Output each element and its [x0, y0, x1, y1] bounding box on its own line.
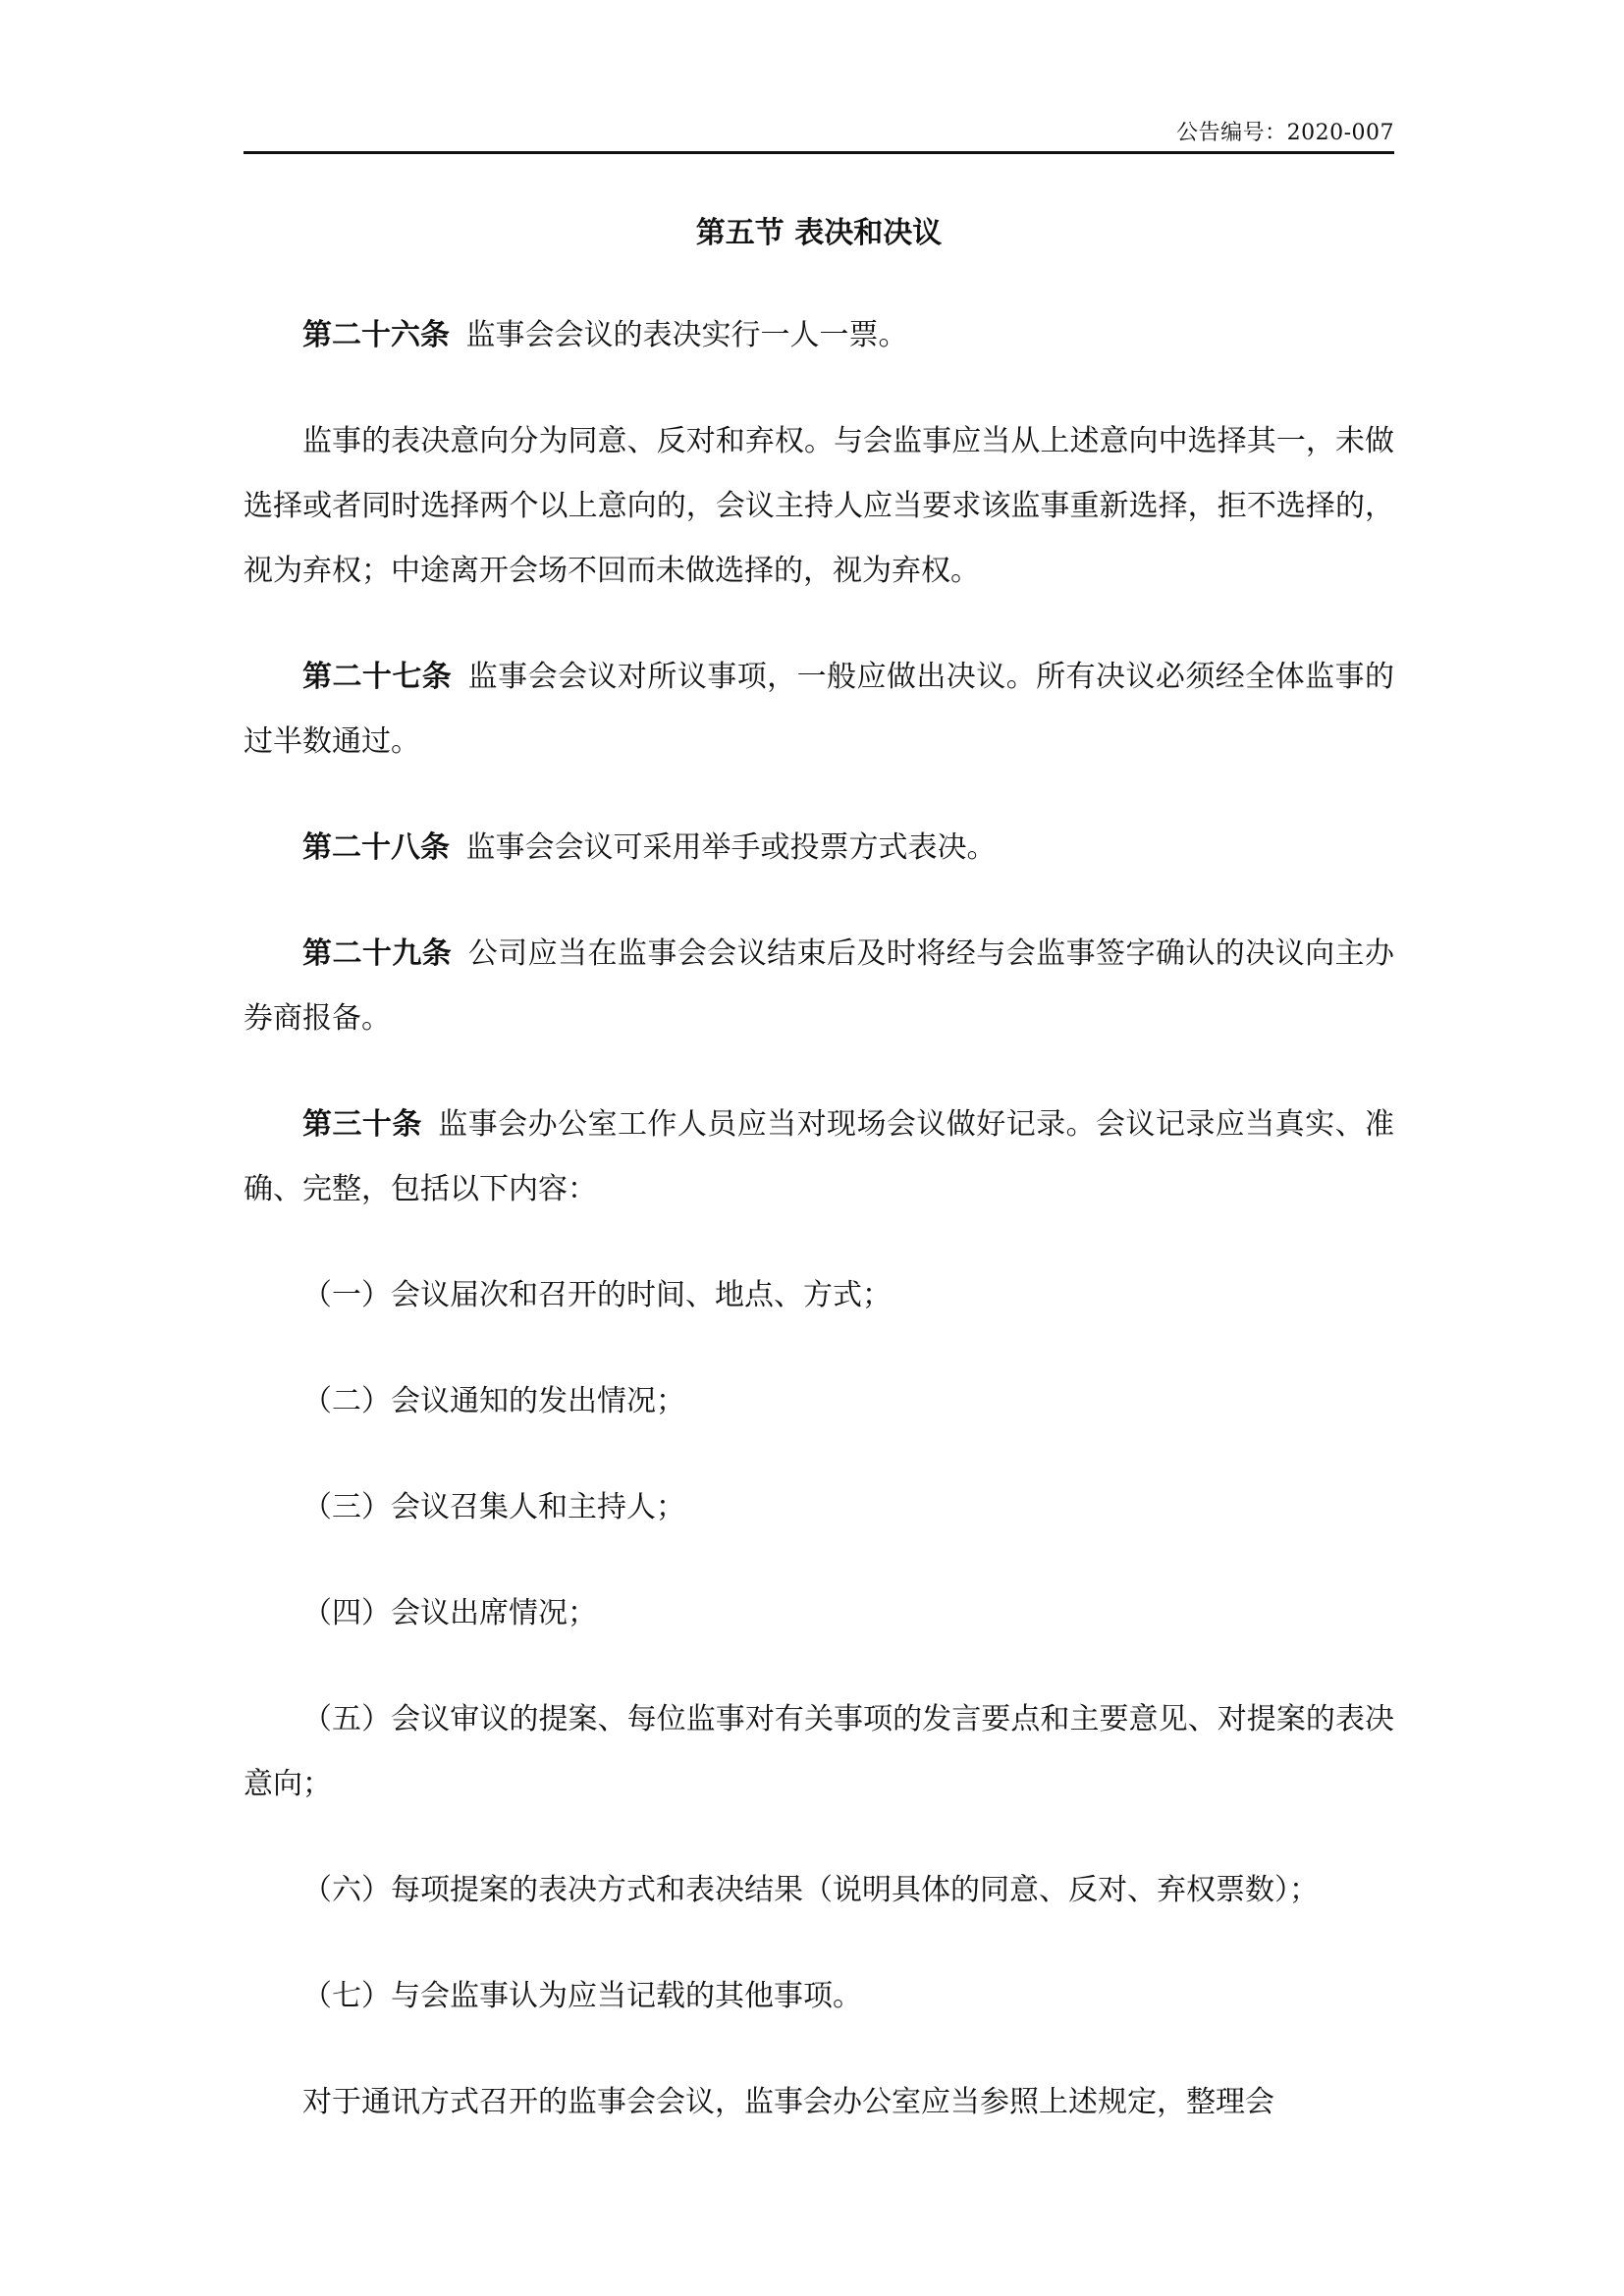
- closing-paragraph: 对于通讯方式召开的监事会会议，监事会办公室应当参照上述规定，整理会: [302, 2085, 1274, 2119]
- record-item-5: （五）会议审议的提案、每位监事对有关事项的发言要点和主要意见、对提案的表决意向；: [244, 1702, 1394, 1801]
- article-number: 第二十九条: [302, 936, 453, 971]
- section-title: 第五节 表决和决议: [695, 216, 943, 250]
- article-number: 第二十六条: [302, 318, 450, 352]
- announcement-number: 公告编号：2020-007: [1176, 121, 1394, 145]
- document-body: [244, 201, 1394, 2135]
- article-27: [244, 645, 1394, 774]
- article-number: 第二十八条: [302, 830, 450, 865]
- record-item-2: （二）会议通知的发出情况；: [302, 1384, 685, 1418]
- article-26: [244, 303, 1394, 368]
- record-item-6: （六）每项提案的表决方式和表决结果（说明具体的同意、反对、弃权票数）；: [302, 1873, 1319, 1907]
- article-26-paragraph-2: [244, 409, 1394, 604]
- record-item-4: （四）会议出席情况；: [302, 1596, 597, 1630]
- article-text: 监事会会议的表决实行一人一票。: [465, 318, 908, 352]
- article-29: [244, 922, 1394, 1051]
- record-item-1: （一）会议届次和召开的时间、地点、方式；: [302, 1278, 892, 1312]
- article-text: 监事会会议可采用举手或投票方式表决。: [465, 830, 997, 865]
- record-item-3: （三）会议召集人和主持人；: [302, 1490, 685, 1524]
- article-28: [244, 816, 1394, 881]
- article-text: 公司应当在监事会会议结束后及时将经与会监事签字确认的决议向主办券商报备。: [244, 936, 1395, 1036]
- article-text: 监事会办公室工作人员应当对现场会议做好记录。会议记录应当真实、准确、完整，包括以下内容：: [244, 1107, 1395, 1206]
- article-number: 第三十条: [302, 1107, 422, 1142]
- header-divider: [244, 151, 1394, 154]
- article-text: 监事会会议对所议事项，一般应做出决议。所有决议必须经全体监事的过半数通过。: [244, 660, 1395, 759]
- article-text: 监事的表决意向分为同意、反对和弃权。与会监事应当从上述意向中选择其一，未做选择或者同时选择两个以上意向的，会议主持人应当要求该监事重新选择，拒不选择的，视为弃权；中途离开会场不回而未做选择的，视为弃权。: [244, 424, 1394, 588]
- article-number: 第二十七条: [302, 660, 453, 694]
- record-item-7: （七）与会监事认为应当记载的其他事项。: [302, 1979, 862, 2013]
- article-30: [244, 1093, 1394, 1222]
